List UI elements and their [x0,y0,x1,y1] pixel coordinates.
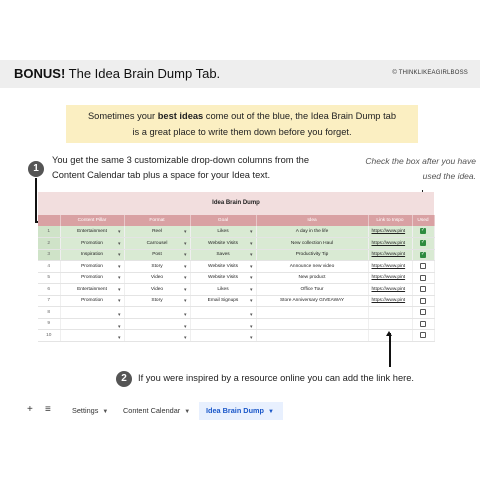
goal-cell[interactable]: Likes ▾ [190,226,256,238]
all-sheets-menu-icon[interactable]: ≡ [45,404,51,415]
content-pillar-cell[interactable] [60,330,124,342]
goal-cell[interactable] [190,318,256,330]
content-pillar-cell[interactable] [60,318,124,330]
table-row [38,330,434,342]
used-cell [412,295,434,307]
goal-cell[interactable]: Website Visits ▾ [190,238,256,250]
idea-cell[interactable]: New collection Haul [256,238,368,250]
used-checkbox[interactable] [420,228,426,234]
tab-content-calendar-label: Content Calendar [123,406,181,415]
goal-cell[interactable]: Likes ▾ [190,284,256,296]
goal-cell[interactable]: Website Visits ▾ [190,261,256,273]
table-row [38,272,434,284]
table-row [38,249,434,261]
tab-content-calendar[interactable] [123,406,190,415]
idea-cell[interactable]: Store Anniversary GIVEAWAY [256,295,368,307]
used-cell [412,330,434,342]
col-header-rownum [38,215,60,226]
used-cell [412,272,434,284]
format-cell[interactable] [124,307,190,319]
row-number: 6 [38,284,60,296]
row-number: 8 [38,307,60,319]
format-cell[interactable]: Reel ▾ [124,226,190,238]
row-number: 2 [38,238,60,250]
row-number: 9 [38,318,60,330]
inspo-link-cell[interactable] [368,318,412,330]
format-cell[interactable]: Story ▾ [124,261,190,273]
tip-callout [66,105,418,143]
used-checkbox[interactable] [420,252,426,258]
format-cell[interactable]: Story ▾ [124,295,190,307]
content-pillar-cell[interactable] [60,307,124,319]
format-cell[interactable] [124,330,190,342]
col-header-format[interactable]: Format [124,215,190,226]
table-row [38,307,434,319]
inspo-link-cell[interactable]: https://www.pint [368,261,412,273]
idea-cell[interactable] [256,307,368,319]
col-header-link[interactable]: Link to Inspo [368,215,412,226]
tip-line-1 [66,108,418,124]
inspo-link-cell[interactable]: https://www.pint [368,249,412,261]
used-checkbox[interactable] [420,286,426,292]
tip-text-pre: Sometimes your [87,111,158,121]
header-row [38,215,434,226]
step-2-badge: 2 [116,371,132,387]
goal-cell[interactable] [190,307,256,319]
table-row [38,261,434,273]
tip-text-bold: best ideas [157,111,204,121]
inspo-link-cell[interactable]: https://www.pint [368,226,412,238]
format-cell[interactable]: Carrousel ▾ [124,238,190,250]
idea-table [38,215,435,342]
format-cell[interactable] [124,318,190,330]
copyright-credit: © THINKLIKEAGIRLBOSS [392,70,468,76]
tip-line-2: is a great place to write them down before you forget. [132,127,352,137]
inspo-link-cell[interactable]: https://www.pint [368,295,412,307]
table-row [38,238,434,250]
used-checkbox[interactable] [420,240,426,246]
inspo-link-cell[interactable]: https://www.pint [368,284,412,296]
title-bonus: BONUS! [14,66,66,81]
chevron-down-icon: ▼ [102,409,109,415]
row-number: 10 [38,330,60,342]
used-checkbox[interactable] [420,275,426,281]
header-bar [0,60,480,88]
step-2-arrow [389,333,391,367]
inspo-link-cell[interactable]: https://www.pint [368,238,412,250]
sheet-title: Idea Brain Dump [38,192,434,215]
table-row [38,295,434,307]
tab-settings[interactable] [72,406,108,415]
goal-cell[interactable]: Email Signups ▾ [190,295,256,307]
row-number: 7 [38,295,60,307]
tab-settings-label: Settings [72,406,99,415]
title-rest: The Idea Brain Dump Tab. [65,66,221,81]
inspo-link-cell[interactable] [368,307,412,319]
used-cell [412,284,434,296]
used-cell [412,226,434,238]
content-pillar-cell[interactable]: Inspiration ▾ [60,249,124,261]
table-row [38,284,434,296]
col-header-idea[interactable]: Idea [256,215,368,226]
tip-text-post: come out of the blue, the Idea Brain Dump tab [203,111,396,121]
idea-cell[interactable]: Announce new video [256,261,368,273]
content-pillar-cell[interactable]: Promotion ▾ [60,295,124,307]
content-pillar-cell[interactable]: Entertainment ▾ [60,226,124,238]
idea-cell[interactable]: New product [256,272,368,284]
goal-cell[interactable]: Website Visits ▾ [190,272,256,284]
used-cell [412,318,434,330]
row-number: 3 [38,249,60,261]
page-title [14,66,220,81]
format-cell[interactable]: Video ▾ [124,284,190,296]
used-cell [412,261,434,273]
inspo-link-cell[interactable]: https://www.pint [368,272,412,284]
used-checkbox[interactable] [420,263,426,269]
used-cell [412,249,434,261]
format-cell[interactable]: Post ▾ [124,249,190,261]
chevron-down-icon: ▼ [184,409,191,415]
sheet-tab-bar [0,402,480,420]
idea-cell[interactable]: Productivity Tip [256,249,368,261]
table-row [38,318,434,330]
content-pillar-cell[interactable]: Promotion ▾ [60,261,124,273]
add-sheet-icon[interactable]: + [27,404,33,415]
idea-cell[interactable] [256,318,368,330]
col-header-used[interactable]: Used [412,215,434,226]
row-number: 4 [38,261,60,273]
table-row [38,226,434,238]
content-pillar-cell[interactable]: Promotion ▾ [60,238,124,250]
used-checkbox[interactable] [420,309,426,315]
step-2-text: If you were inspired by a resource online you can add the link here. [138,373,414,383]
step-2-arrowhead [386,331,392,336]
step-1-arrow [35,178,37,222]
goal-cell[interactable] [190,330,256,342]
tab-idea-brain-dump[interactable] [199,402,283,420]
spreadsheet [38,192,434,360]
content-pillar-cell[interactable]: Promotion ▾ [60,272,124,284]
step-1-badge: 1 [28,161,44,177]
used-checkbox[interactable] [420,321,426,327]
tab-idea-brain-dump-label: Idea Brain Dump [206,406,264,415]
idea-cell[interactable]: Office Tour [256,284,368,296]
row-number: 5 [38,272,60,284]
used-note: Check the box after you have used the idea. [365,156,476,181]
goal-cell[interactable]: Saves ▾ [190,249,256,261]
col-header-pillar[interactable]: Content Pillar [60,215,124,226]
chevron-down-icon: ▼ [267,409,274,415]
used-checkbox[interactable] [420,298,426,304]
used-cell [412,307,434,319]
content-pillar-cell[interactable]: Entertainment ▾ [60,284,124,296]
step-1-text: You get the same 3 customizable drop-down columns from the Content Calendar tab plus a space for your Idea text. [52,155,310,180]
used-checkbox[interactable] [420,332,426,338]
col-header-goal[interactable]: Goal [190,215,256,226]
idea-cell[interactable] [256,330,368,342]
used-cell [412,238,434,250]
format-cell[interactable]: Video ▾ [124,272,190,284]
idea-cell[interactable]: A day in the life [256,226,368,238]
row-number: 1 [38,226,60,238]
